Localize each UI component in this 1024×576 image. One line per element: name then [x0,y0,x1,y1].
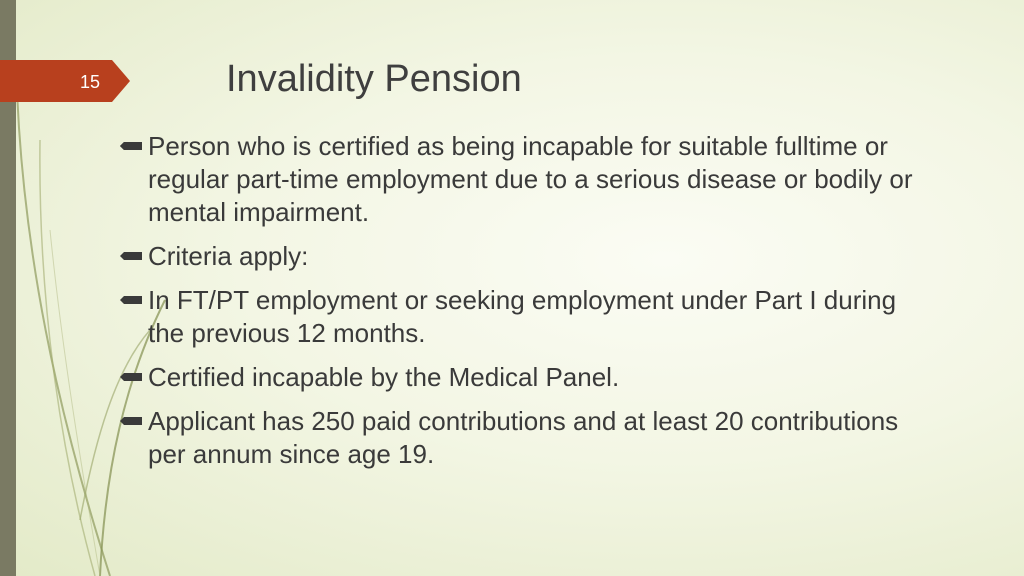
bullet-item [118,284,918,350]
bullet-text: Applicant has 250 paid contributions and at least 20 contributions per annum since age 19. [148,406,899,469]
pencil-icon [118,138,144,154]
pencil-icon [118,369,144,385]
pencil-icon [118,248,144,264]
slide-number: 15 [80,72,101,92]
bullet-list [118,130,918,482]
bullet-item [118,361,918,394]
bullet-text: In FT/PT employment or seeking employment under Part I during the previous 12 months. [148,285,897,348]
bullet-text: Criteria apply: [148,241,309,271]
bullet-text: Person who is certified as being incapable for suitable fulltime or regular part-time employment due to a serious disease or bodily or mental impairment. [148,131,913,227]
pencil-icon [118,292,144,308]
bullet-item [118,240,918,273]
slide-title: Invalidity Pension [226,58,522,100]
pencil-icon [118,413,144,429]
bullet-item [118,130,918,229]
slide-number-tab [0,60,130,102]
bullet-item [118,405,918,471]
bullet-text: Certified incapable by the Medical Panel. [148,362,620,392]
